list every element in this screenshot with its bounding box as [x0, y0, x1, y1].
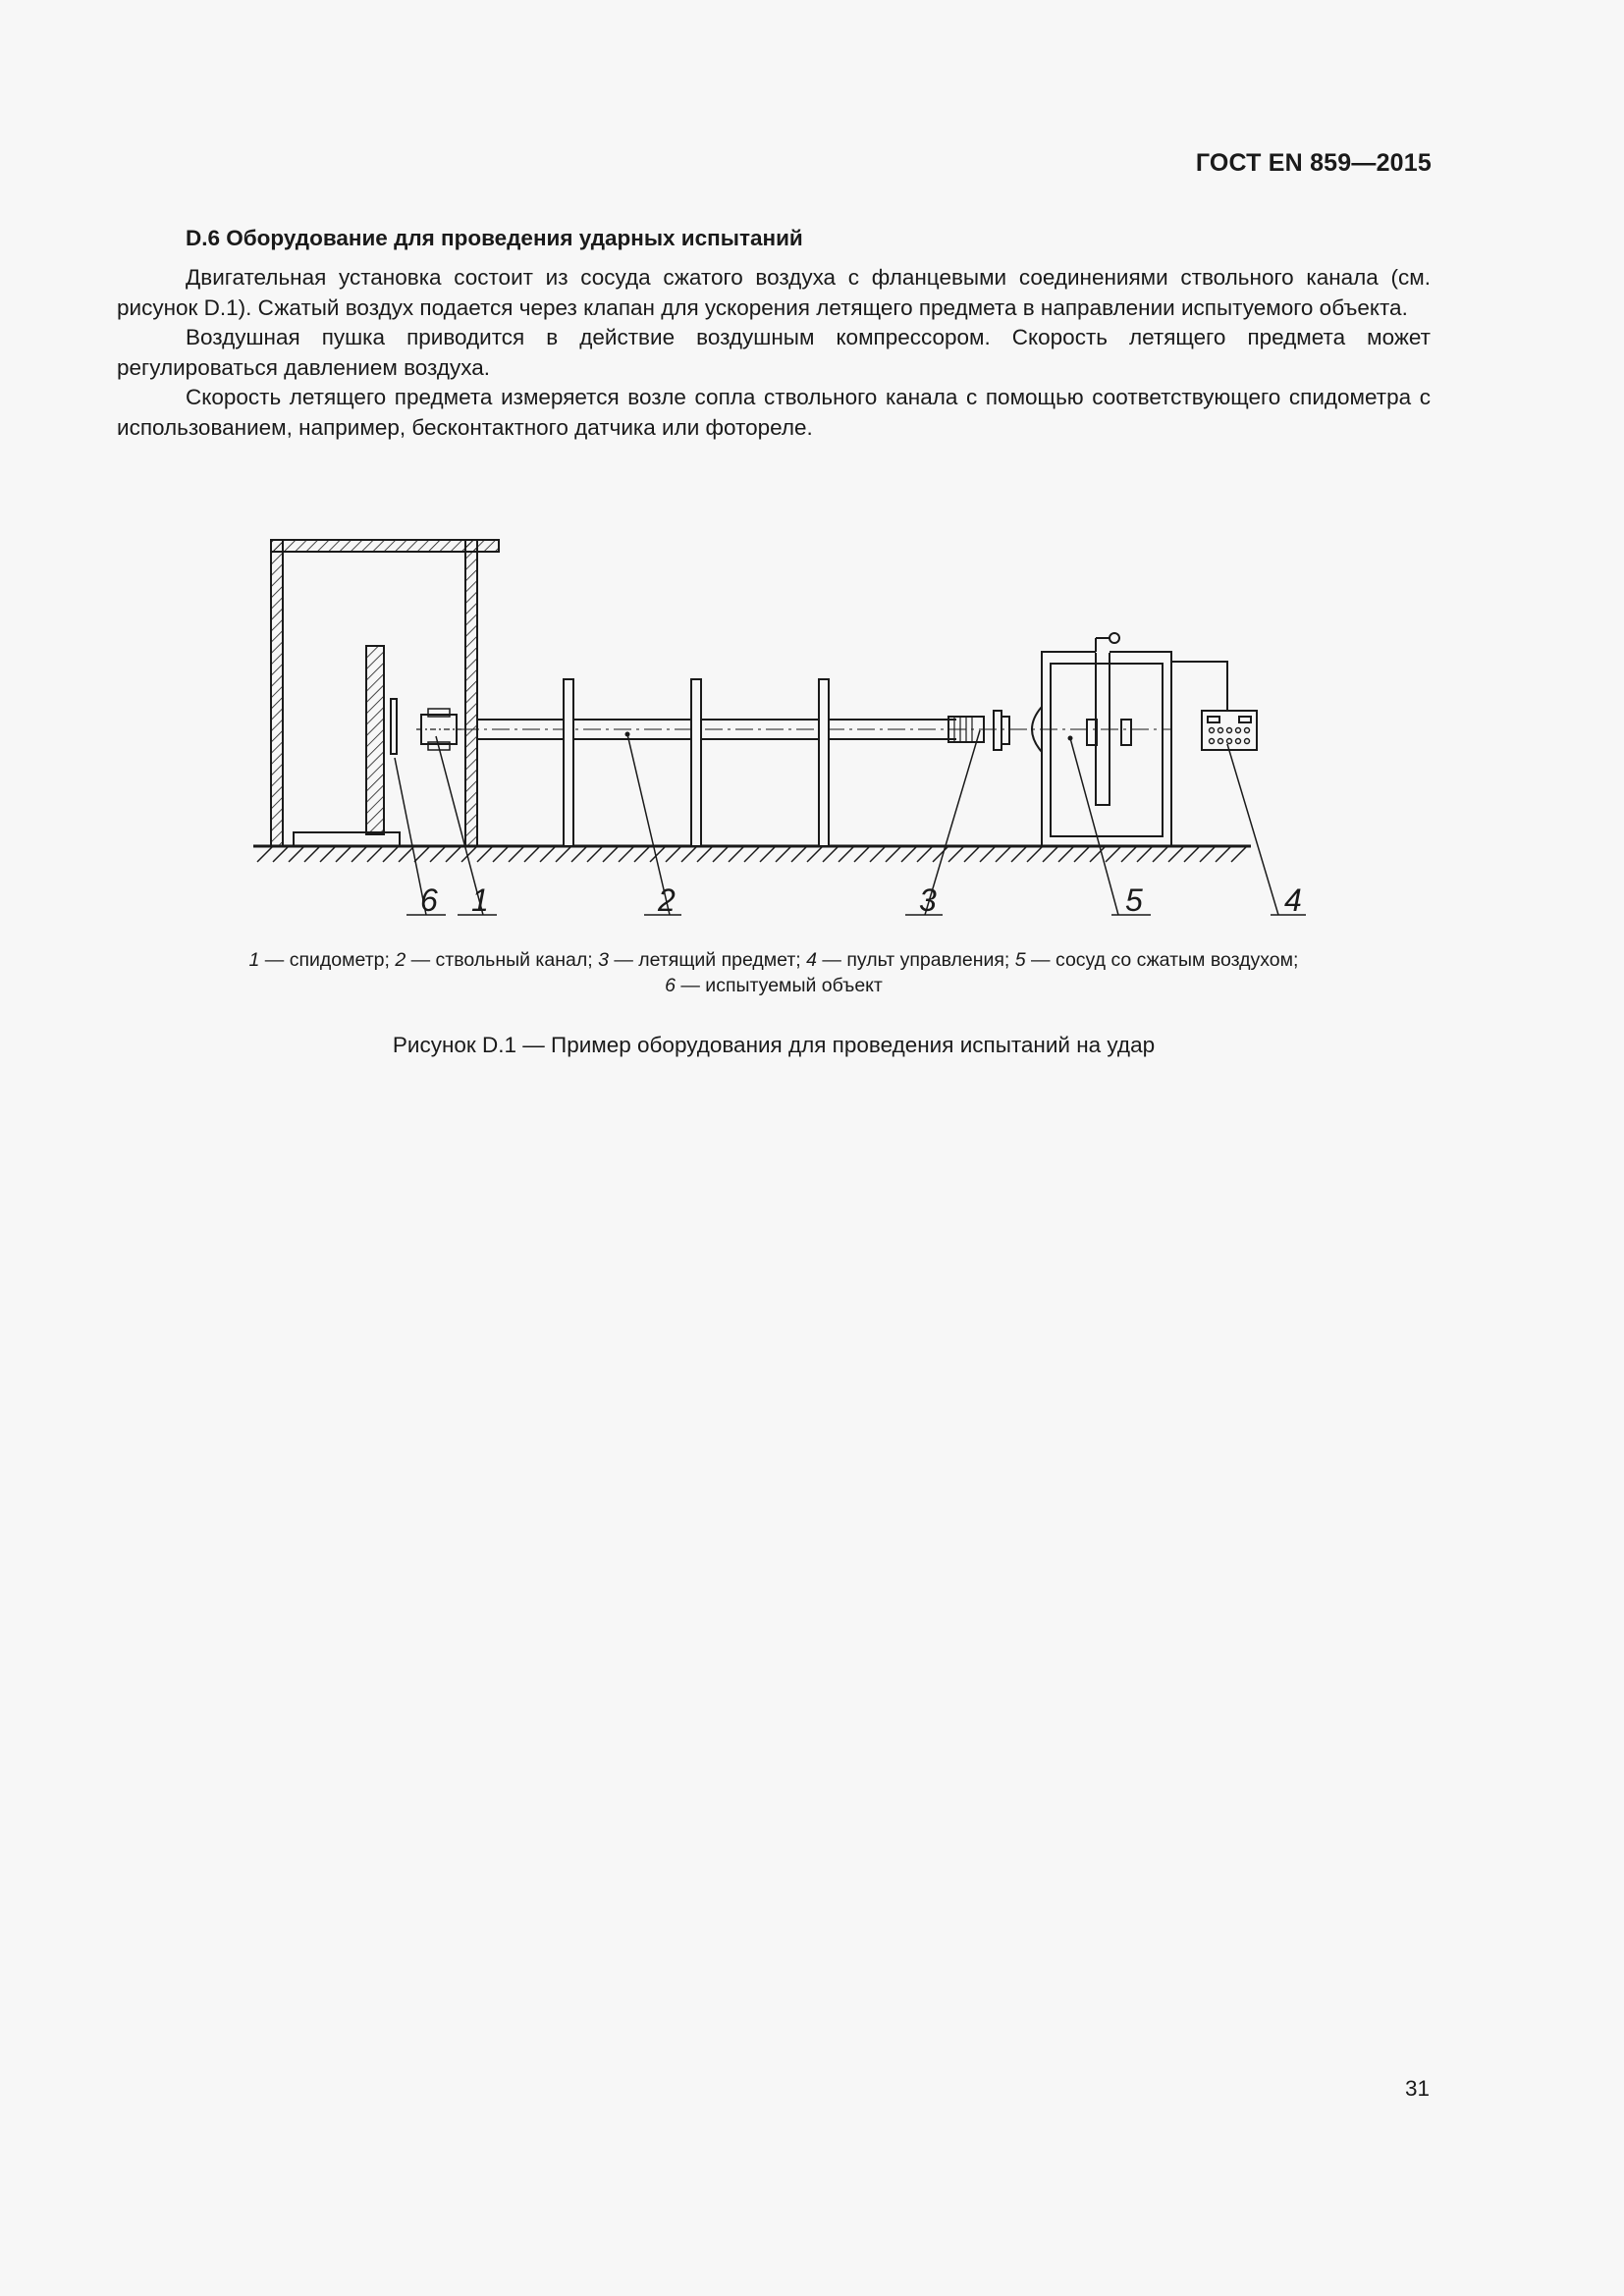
- legend-text-6: — испытуемый объект: [675, 974, 883, 996]
- legend-text-5: — сосуд со сжатым воздухом;: [1025, 949, 1299, 971]
- speedometer: [416, 709, 461, 750]
- control-panel: [1171, 662, 1257, 750]
- paragraph-2: Воздушная пушка приводится в действие воздушным компрессором. Скорость летящего предмета может регулироваться давлением воздуха.: [117, 325, 1431, 380]
- legend-text-2: — ствольный канал;: [406, 949, 599, 971]
- callout-2: 2: [658, 882, 676, 918]
- legend-num-3: 3: [598, 949, 609, 971]
- page-number: 31: [1404, 2076, 1430, 2101]
- projectile: [948, 711, 1009, 750]
- paragraph-1: Двигательная установка состоит из сосуда сжатого воздуха с фланцевыми соединениями ствольного канала (см. рисунок D.1). Сжатый воздух подается через клапан для ускорения летящего предмета в направлении испытуемого объекта.: [117, 265, 1431, 320]
- legend-line-1: [117, 948, 1431, 974]
- vessel-leader-dot: [1068, 736, 1073, 741]
- barrel-supports: [564, 679, 829, 846]
- callout-4: 4: [1284, 882, 1302, 918]
- document-header: ГОСТ EN 859—2015: [1195, 149, 1432, 177]
- legend-text-1: — спидометр;: [259, 949, 396, 971]
- legend-text-3: — летящий предмет;: [608, 949, 807, 971]
- legend-line-2: [117, 974, 1431, 999]
- leader-lines: [395, 730, 1306, 915]
- test-object: [294, 646, 400, 846]
- compressed-air-vessel: [1032, 633, 1171, 846]
- callout-5: 5: [1125, 882, 1143, 918]
- callout-3: 3: [919, 882, 937, 918]
- legend-num-4: 4: [806, 949, 817, 971]
- legend-text-4: — пульт управления;: [817, 949, 1015, 971]
- legend-num-1: 1: [248, 949, 260, 971]
- figure-caption: Рисунок D.1 — Пример оборудования для проведения испытаний на удар: [392, 1033, 1156, 1057]
- impact-test-equipment-drawing: [249, 530, 1306, 923]
- legend-num-2: 2: [395, 949, 406, 971]
- section-d6: [117, 224, 1431, 443]
- paragraph-3: Скорость летящего предмета измеряется возле сопла ствольного канала с помощью соответствующего спидометра с использованием, например, бесконтактного датчика или фотореле.: [117, 385, 1431, 440]
- figure-d1-diagram: [249, 530, 1306, 923]
- legend-num-6: 6: [665, 974, 676, 996]
- barrel-leader-dot: [625, 732, 630, 737]
- section-title: D.6 Оборудование для проведения ударных испытаний: [186, 226, 803, 250]
- figure-legend: [117, 948, 1431, 998]
- callout-6: 6: [420, 882, 438, 918]
- legend-num-5: 5: [1014, 949, 1026, 971]
- callout-1: 1: [471, 882, 489, 918]
